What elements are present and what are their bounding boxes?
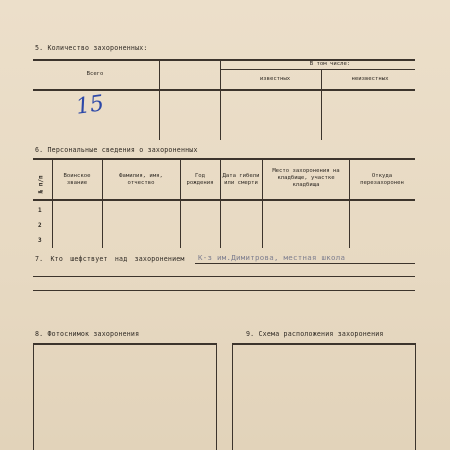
section6-title: 6. Персональные сведения о захороненных — [35, 146, 198, 154]
section6-divider-3 — [180, 158, 181, 248]
section5-known-header: известных — [259, 76, 291, 82]
section6-header-border — [33, 199, 415, 201]
section6-from-header: Откуда перезахоронен — [360, 173, 404, 186]
section9-title: 9. Схема расположения захоронения — [246, 330, 384, 338]
section6-divider-6 — [349, 158, 350, 248]
section5-title: 5. Количество захороненных: — [35, 44, 148, 52]
section6-name-header: Фамилия, имя, отчество — [119, 173, 163, 186]
section6-divider-1 — [52, 158, 53, 248]
section5-header-border — [33, 89, 415, 91]
section6-birth-header: Год рождения — [186, 173, 214, 186]
section7-underline-2 — [33, 276, 415, 277]
section6-rank-header: Воинское звание — [63, 173, 91, 186]
section7-value: К-з им.Димитрова, местная школа — [198, 253, 346, 262]
section5-including-underline — [220, 69, 415, 70]
section6-top-border — [33, 158, 415, 160]
table-row-number: 2 — [38, 222, 42, 229]
section9-box-right — [415, 343, 416, 450]
section5-total-header: Всего — [86, 71, 104, 77]
section6-place-header: Место захоронения на кладбище, участке кладбища — [272, 168, 340, 188]
section6-divider-4 — [220, 158, 221, 248]
section6-divider-2 — [102, 158, 103, 248]
section8-box-right — [216, 343, 217, 450]
section8-box-left — [33, 343, 34, 450]
section7-underline-1 — [195, 263, 415, 264]
section6-num-header: № п/п — [37, 175, 45, 194]
section5-divider-3 — [321, 69, 322, 140]
section5-including-header: В том числе: — [309, 61, 351, 67]
section7-title: 7. Кто шефствует над захоронением — [35, 255, 185, 263]
section5-divider-2 — [220, 59, 221, 140]
section5-total-value: 15 — [74, 91, 106, 120]
section7-underline-3 — [33, 290, 415, 291]
section8-box-top — [33, 343, 217, 345]
table-row-number: 1 — [38, 207, 42, 214]
section5-divider-1 — [159, 59, 160, 140]
section9-box-left — [232, 343, 233, 450]
section5-unknown-header: неизвестных — [351, 76, 389, 82]
section9-box-top — [232, 343, 416, 345]
section8-title: 8. Фотоснимок захоронения — [35, 330, 140, 338]
section6-death-header: Дата гибели или смерти — [222, 173, 260, 186]
section6-divider-5 — [262, 158, 263, 248]
table-row-number: 3 — [38, 237, 42, 244]
